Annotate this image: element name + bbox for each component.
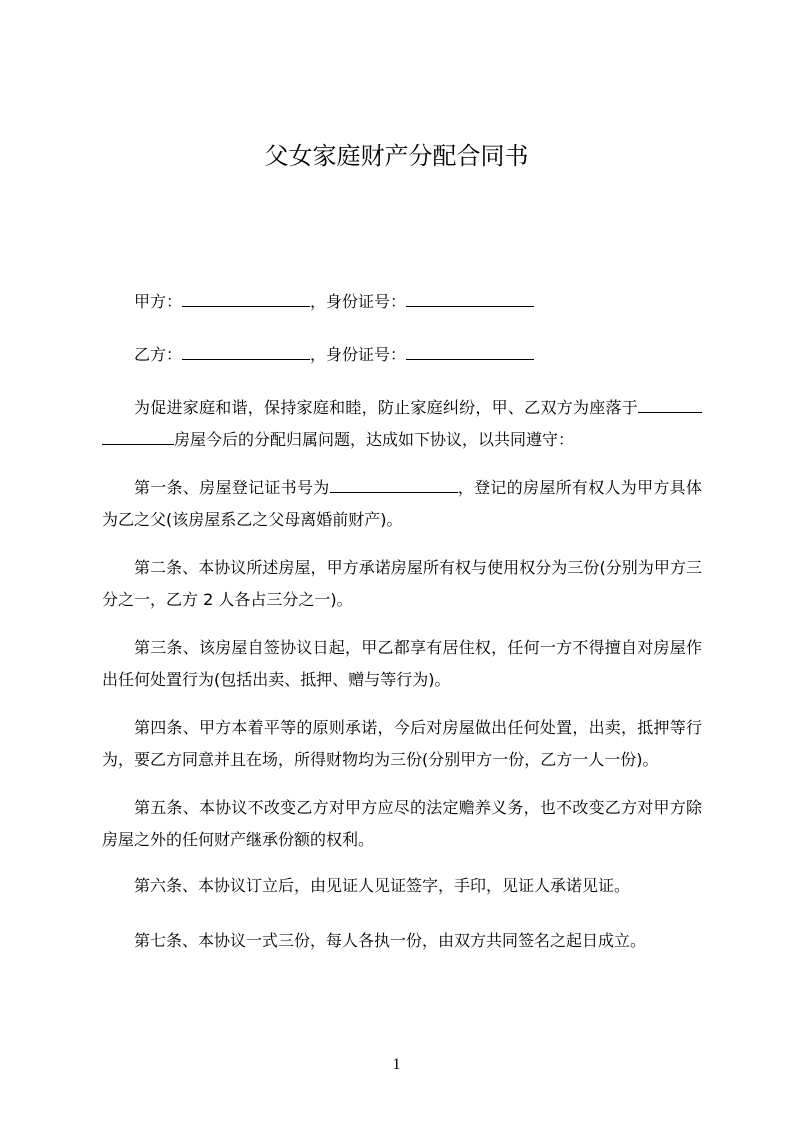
article-4: 第四条、甲方本着平等的原则承诺，今后对房屋做出任何处置，出卖，抵押等行为，要乙方同意并且在场，所得财物均为三份(分别甲方一份，乙方一人一份)。 — [102, 718, 702, 769]
article-6: 第六条、本协议订立后，由见证人见证签字，手印，见证人承诺见证。 — [134, 876, 631, 895]
certificate-number-blank — [330, 478, 458, 493]
location-blank-2 — [102, 430, 174, 445]
party-a-label: 甲方： — [134, 292, 183, 311]
party-a-id-blank — [406, 292, 534, 307]
intro-paragraph — [102, 392, 702, 456]
article-1-after: ，登记的房屋所有权人为甲方具体为乙之父(该房屋系乙之父母离婚前财产)。 — [102, 478, 702, 529]
party-a-name-blank — [182, 292, 310, 307]
article-2: 第二条、本协议所述房屋，甲方承诺房屋所有权与使用权分为三份(分别为甲方三分之一，乙方 2 人各占三分之一)。 — [102, 558, 702, 609]
article-3: 第三条、该房屋自签协议日起，甲乙都享有居住权，任何一方不得擅自对房屋作出任何处置行为(包括出卖、抵押、赠与等行为)。 — [102, 638, 702, 689]
article-1 — [102, 472, 702, 536]
party-b-line — [102, 345, 702, 365]
article-7: 第七条、本协议一式三份，每人各执一份，由双方共同签名之起日成立。 — [134, 931, 647, 950]
party-b-name-blank — [182, 345, 310, 360]
page-number: 1 — [392, 1056, 401, 1073]
party-a-id-label: ，身份证号： — [310, 292, 407, 311]
article-5: 第五条、本协议不改变乙方对甲方应尽的法定赡养义务，也不改变乙方对甲方除房屋之外的任何财产继承份额的权利。 — [102, 798, 702, 849]
party-a-line — [102, 292, 702, 312]
intro-text-after: 房屋今后的分配归属问题，达成如下协议，以共同遵守： — [174, 430, 575, 449]
intro-text-before: 为促进家庭和谐，保持家庭和睦，防止家庭纠纷，甲、乙双方为座落于 — [134, 398, 638, 417]
party-b-id-blank — [406, 345, 534, 360]
party-b-id-label: ，身份证号： — [310, 345, 407, 364]
article-1-before: 第一条、房屋登记证书号为 — [134, 478, 330, 497]
location-blank-1 — [638, 398, 702, 413]
document-title: 父女家庭财产分配合同书 — [264, 142, 529, 170]
party-b-label: 乙方： — [134, 345, 183, 364]
